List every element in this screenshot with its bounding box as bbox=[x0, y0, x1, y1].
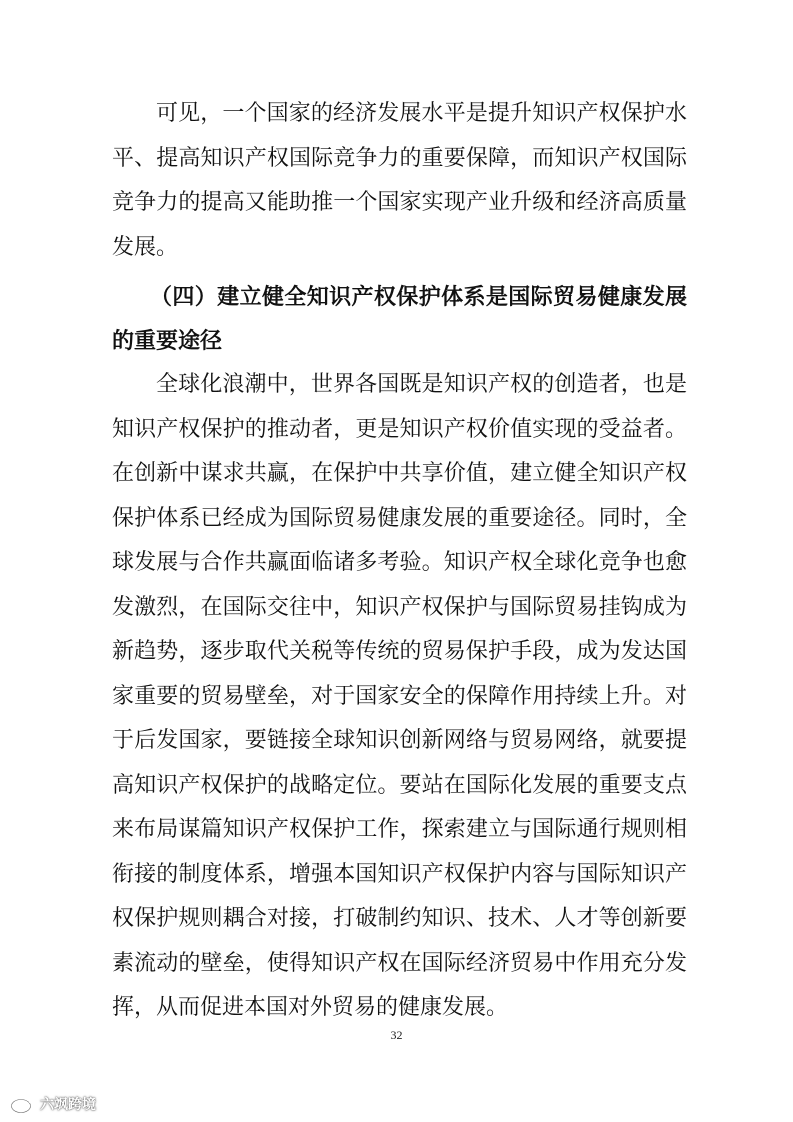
section-heading-line-1: （四）建立健全知识产权保护体系是国际贸易健康发展 bbox=[150, 284, 687, 310]
paragraph-1-line-2: 平、提高知识产权国际竞争力的重要保障，而知识产权国际 bbox=[112, 146, 687, 171]
paragraph-2-line-2: 知识产权保护的推动者，更是知识产权价值实现的受益者。 bbox=[112, 417, 687, 442]
watermark bbox=[10, 1092, 96, 1116]
paragraph-1-line-4: 发展。 bbox=[112, 235, 179, 260]
section-heading-line-2: 的重要途径 bbox=[112, 328, 223, 354]
paragraph-2-line-15: 挥，从而促进本国对外贸易的健康发展。 bbox=[112, 995, 509, 1020]
paragraph-2-line-9: 于后发国家，要链接全球知识创新网络与贸易网络，就要提 bbox=[112, 728, 687, 753]
paragraph-2-line-13: 权保护规则耦合对接，打破制约知识、技术、人才等创新要 bbox=[112, 906, 687, 931]
paragraph-2-line-6: 发激烈，在国际交往中，知识产权保护与国际贸易挂钩成为 bbox=[112, 595, 687, 620]
paragraph-2-line-1: 全球化浪潮中，世界各国既是知识产权的创造者，也是 bbox=[156, 372, 687, 397]
watermark-text: 六飒跨境 bbox=[40, 1097, 96, 1113]
paragraph-1-line-3: 竞争力的提高又能助推一个国家实现产业升级和经济高质量 bbox=[112, 190, 687, 215]
paragraph-2-line-5: 球发展与合作共赢面临诸多考验。知识产权全球化竞争也愈 bbox=[112, 550, 687, 575]
paragraph-2-line-11: 来布局谋篇知识产权保护工作，探索建立与国际通行规则相 bbox=[112, 817, 687, 842]
paragraph-2-line-3: 在创新中谋求共赢，在保护中共享价值，建立健全知识产权 bbox=[112, 461, 687, 486]
paragraph-2-line-12: 衔接的制度体系，增强本国知识产权保护内容与国际知识产 bbox=[112, 862, 687, 887]
paragraph-2-line-4: 保护体系已经成为国际贸易健康发展的重要途径。同时，全 bbox=[112, 506, 687, 531]
paragraph-2-line-10: 高知识产权保护的战略定位。要站在国际化发展的重要支点 bbox=[112, 773, 687, 798]
paragraph-2-line-8: 家重要的贸易壁垒，对于国家安全的保障作用持续上升。对 bbox=[112, 684, 687, 709]
weibo-logo-icon bbox=[10, 1094, 36, 1114]
paragraph-2-line-14: 素流动的壁垒，使得知识产权在国际经济贸易中作用充分发 bbox=[112, 951, 687, 976]
page-number: 32 bbox=[390, 1028, 403, 1042]
paragraph-1-line-1: 可见，一个国家的经济发展水平是提升知识产权保护水 bbox=[156, 101, 687, 126]
paragraph-2-line-7: 新趋势，逐步取代关税等传统的贸易保护手段，成为发达国 bbox=[112, 639, 687, 664]
